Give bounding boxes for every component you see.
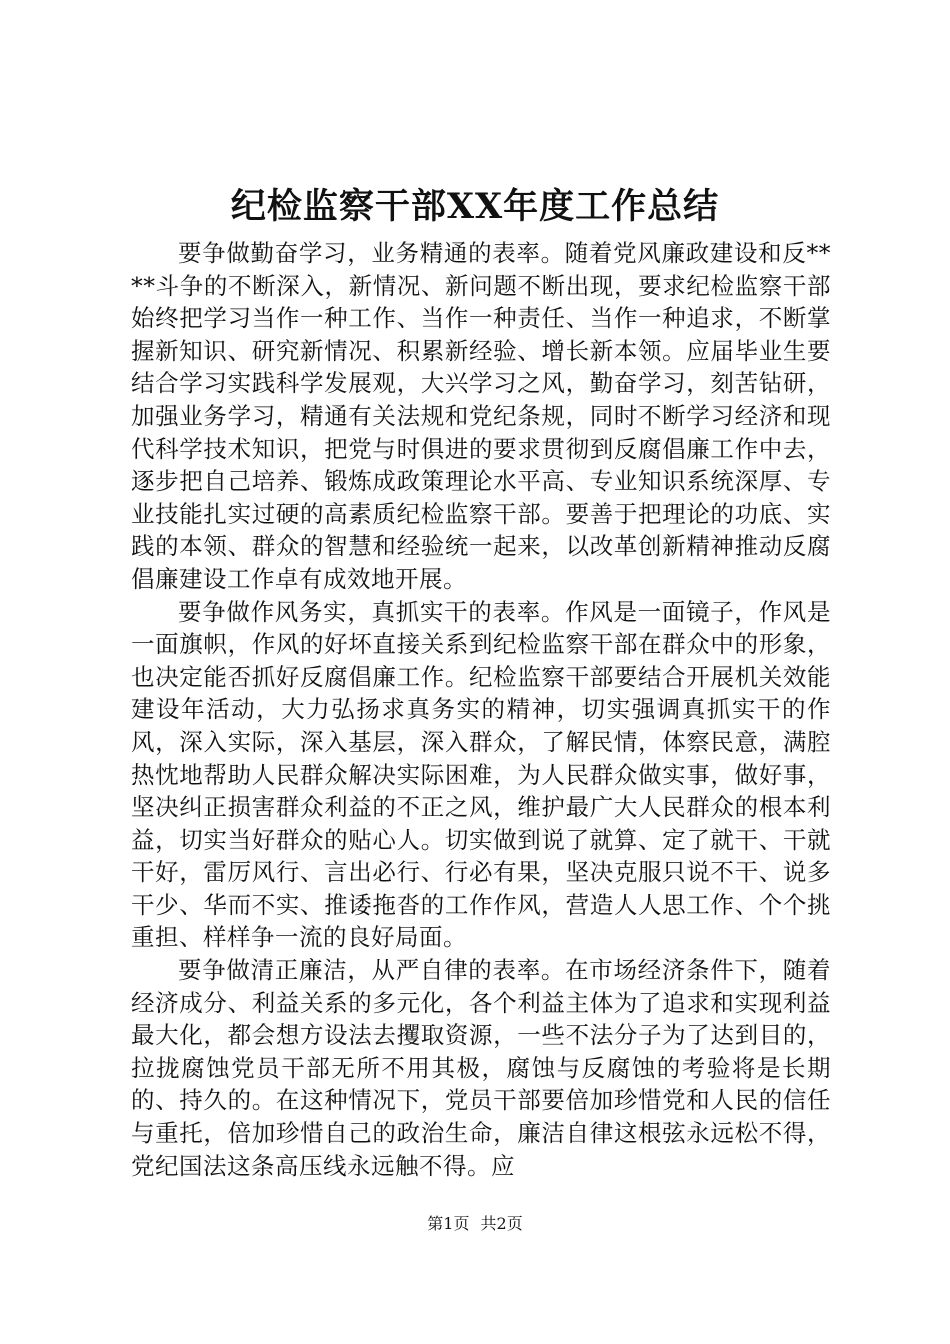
paragraph-3: 要争做清正廉洁，从严自律的表率。在市场经济条件下，随着经济成分、利益关系的多元化，各个利益主体为了追求和实现利益最大化，都会想方设法去攫取资源，一些不法分子为了达到目的，拉拢腐蚀党员干部无所不用其极，腐蚀与反腐蚀的考验将是长期的、持久的。在这种情况下，党员干部要倍加珍惜党和人民的信任与重托，倍加珍惜自己的政治生命，廉洁自律这根弦永远松不得，党纪国法这条高压线永远触不得。应 xyxy=(131,956,831,1180)
page-total: 共2页 xyxy=(480,1214,523,1233)
page-footer xyxy=(0,1212,950,1236)
paragraph-2: 要争做作风务实，真抓实干的表率。作风是一面镜子，作风是一面旗帜，作风的好坏直接关系到纪检监察干部在群众中的形象，也决定能否抓好反腐倡廉工作。纪检监察干部要结合开展机关效能建设年活动，大力弘扬求真务实的精神，切实强调真抓实干的作风，深入实际，深入基层，深入群众，了解民情，体察民意，满腔热忱地帮助人民群众解决实际困难，为人民群众做实事，做好事，坚决纠正损害群众利益的不正之风，维护最广大人民群众的根本利益，切实当好群众的贴心人。切实做到说了就算、定了就干、干就干好，雷厉风行、言出必行、行必有果，坚决克服只说不干、说多干少、华而不实、推诿拖沓的工作作风，营造人人思工作、个个挑重担、样样争一流的良好局面。 xyxy=(131,597,831,952)
paragraph-1: 要争做勤奋学习，业务精通的表率。随着党风廉政建设和反****斗争的不断深入，新情况、新问题不断出现，要求纪检监察干部始终把学习当作一种工作、当作一种责任、当作一种追求，不断掌握新知识、研究新情况、积累新经验、增长新本领。应届毕业生要结合学习实践科学发展观，大兴学习之风，勤奋学习，刻苦钻研，加强业务学习，精通有关法规和党纪条规，同时不断学习经济和现代科学技术知识，把党与时俱进的要求贯彻到反腐倡廉工作中去，逐步把自己培养、锻炼成政策理论水平高、专业知识系统深厚、专业技能扎实过硬的高素质纪检监察干部。要善于把理论的功底、实践的本领、群众的智慧和经验统一起来，以改革创新精神推动反腐倡廉建设工作卓有成效地开展。 xyxy=(131,239,831,593)
document-title: 纪检监察干部XX年度工作总结 xyxy=(230,186,720,227)
page-number: 第1页 xyxy=(427,1214,470,1233)
document-body xyxy=(131,237,831,1182)
